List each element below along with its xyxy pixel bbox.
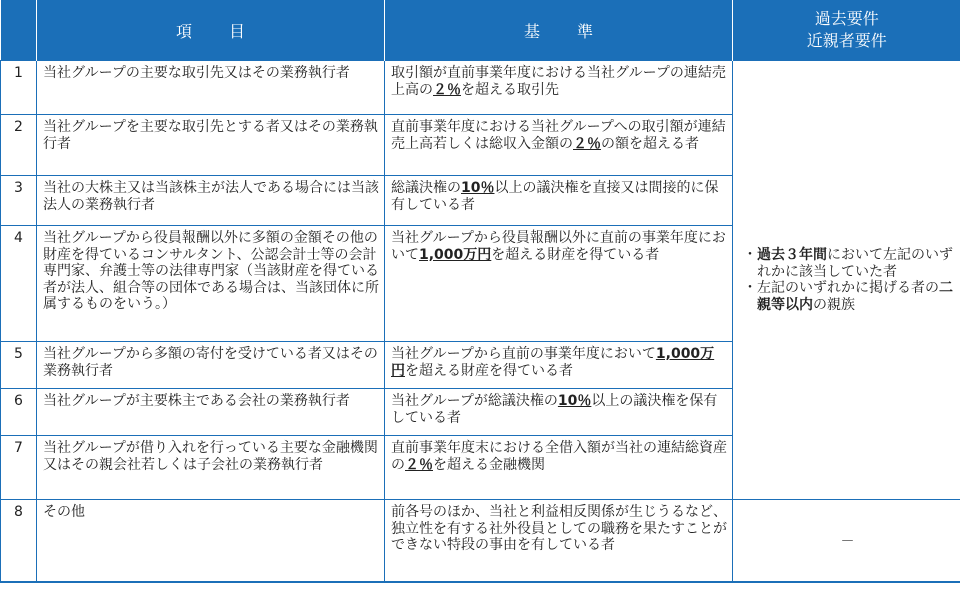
header-past-line2: 近親者要件 xyxy=(806,31,887,50)
criteria-highlight: 10％ xyxy=(557,393,592,409)
header-criteria: 基 準 xyxy=(385,0,733,61)
criteria-highlight: ２％ xyxy=(573,135,601,152)
row-criteria: 当社グループから役員報酬以外に直前の事業年度において1,000万円を超える財産を得ている者 xyxy=(385,226,733,342)
row-criteria: 直前事業年度における当社グループへの取引額が連結売上高若しくは総収入金額の２％の額を超える者 xyxy=(385,115,733,176)
row-criteria: 当社グループから直前の事業年度において1,000万円を超える財産を得ている者 xyxy=(385,342,733,389)
row-item: 当社グループが主要株主である会社の業務執行者 xyxy=(37,389,385,436)
criteria-highlight: ２％ xyxy=(433,81,461,98)
row-item: 当社グループが借り入れを行っている主要な金融機関又はその親会社若しくは子会社の業務執行者 xyxy=(37,436,385,500)
relatives-requirement-item: ・左記のいずれかに掲げる者の二親等以内の親族 xyxy=(743,280,953,313)
row-criteria: 取引額が直前事業年度における当社グループの連結売上高の２％を超える取引先 xyxy=(385,61,733,115)
past-requirement-item: ・過去３年間において左記のいずれかに該当していた者 xyxy=(743,247,953,280)
row-item: 当社の大株主又は当該株主が法人である場合には当該法人の業務執行者 xyxy=(37,176,385,226)
row-item: 当社グループの主要な取引先又はその業務執行者 xyxy=(37,61,385,115)
header-past-requirements xyxy=(733,0,960,61)
row-number: 8 xyxy=(1,500,37,582)
header-row xyxy=(1,0,960,61)
row-number: 2 xyxy=(1,115,37,176)
row-number: 5 xyxy=(1,342,37,389)
row-criteria: 総議決権の10％以上の議決権を直接又は間接的に保有している者 xyxy=(385,176,733,226)
table-row xyxy=(1,61,960,115)
row-number: 3 xyxy=(1,176,37,226)
header-number xyxy=(1,0,37,61)
criteria-highlight: 1,000万円 xyxy=(419,246,492,263)
row-item: その他 xyxy=(37,500,385,582)
row-number: 6 xyxy=(1,389,37,436)
row-criteria: 当社グループが総議決権の10％以上の議決権を保有している者 xyxy=(385,389,733,436)
header-past-line1: 過去要件 xyxy=(814,9,879,28)
criteria-highlight: 1,000万円 xyxy=(391,346,715,379)
row-item: 当社グループを主要な取引先とする者又はその業務執行者 xyxy=(37,115,385,176)
row-item: 当社グループから多額の寄付を受けている者又はその業務執行者 xyxy=(37,342,385,389)
header-item: 項 目 xyxy=(37,0,385,61)
row-past-requirement-dash: － xyxy=(733,500,960,582)
criteria-highlight: ２％ xyxy=(405,456,433,473)
past-requirements-cell xyxy=(733,61,960,500)
row-criteria: 前各号のほか、当社と利益相反関係が生じうるなど、独立性を有する社外役員としての職務を果たすことができない特段の事由を有している者 xyxy=(385,500,733,582)
table-row xyxy=(1,500,960,582)
row-criteria: 直前事業年度末における全借入額が当社の連結総資産の２％を超える金融機関 xyxy=(385,436,733,500)
row-number: 4 xyxy=(1,226,37,342)
row-number: 7 xyxy=(1,436,37,500)
row-item: 当社グループから役員報酬以外に多額の金額その他の財産を得ているコンサルタント、公認会計士等の会計専門家、弁護士等の法律専門家（当該財産を得ている者が法人、組合等の団体である場合は、当該団体に所属するものをいう。） xyxy=(37,226,385,342)
row-number: 1 xyxy=(1,61,37,115)
criteria-highlight: 10％ xyxy=(461,180,495,196)
